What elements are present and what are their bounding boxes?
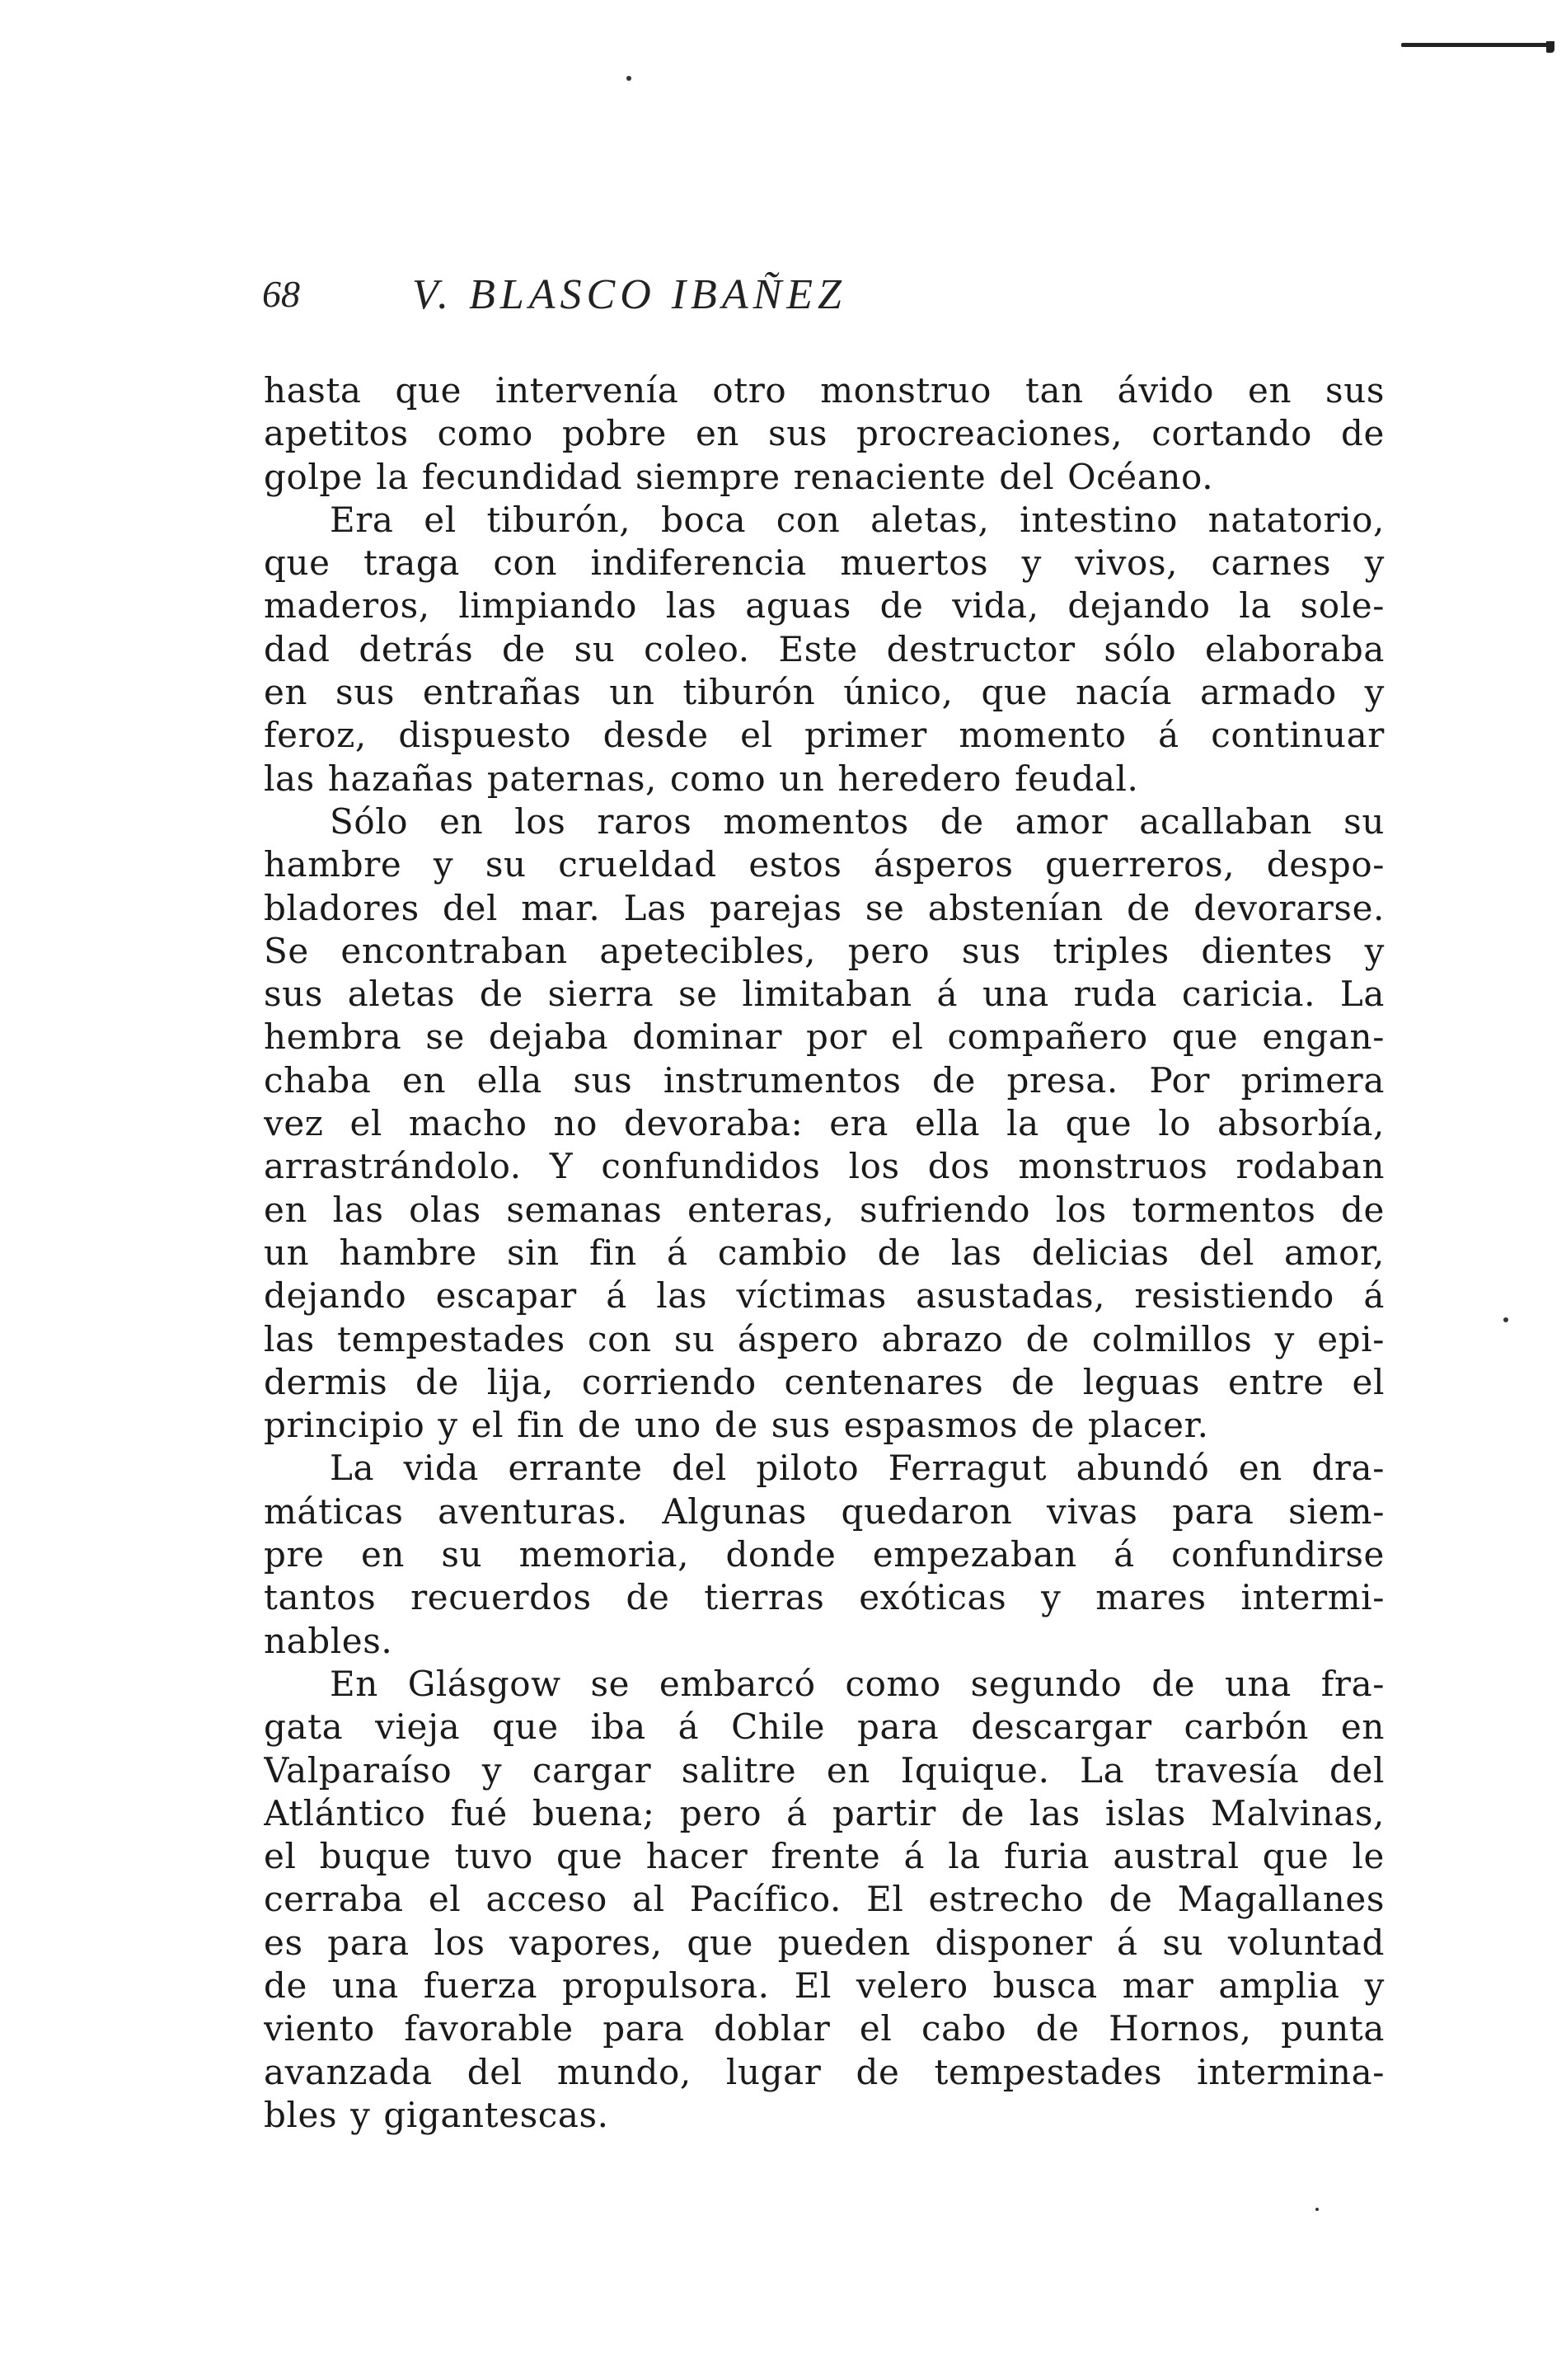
text-line: en sus entrañas un tiburón único, que nacía armado y (264, 672, 1385, 713)
text-line: es para los vapores, que pueden disponer á su voluntad (264, 1922, 1385, 1963)
text-line: golpe la fecundidad siempre renaciente del Océano. (264, 456, 1214, 497)
text-line: dad detrás de su coleo. Este destructor sólo elaboraba (264, 628, 1385, 669)
text-line: gata vieja que iba á Chile para descargar carbón en (264, 1706, 1385, 1748)
running-head: V. BLASCO IBAÑEZ (412, 271, 846, 318)
text-line: pre en su memoria, donde empezaban á confundirse (264, 1534, 1385, 1575)
text-line: maderos, limpiando las aguas de vida, dejando la sole- (264, 585, 1385, 627)
text-line: Se encontraban apetecibles, pero sus triples dientes y (264, 930, 1385, 971)
paragraph (264, 1447, 1385, 1662)
page-edge-mark (1401, 43, 1550, 47)
text-line: Valparaíso y cargar salitre en Iquique. La travesía del (264, 1749, 1385, 1791)
text-line: feroz, dispuesto desde el primer momento á continuar (264, 715, 1385, 756)
text-line: viento favorable para doblar el cabo de Hornos, punta (264, 2008, 1385, 2049)
text-line: En Glásgow se embarcó como segundo de una fra- (330, 1663, 1385, 1704)
text-line: principio y el fin de uno de sus espasmos de placer. (264, 1405, 1209, 1446)
text-line: el buque tuvo que hacer frente á la furia austral que le (264, 1836, 1385, 1877)
text-line: Atlántico fué buena; pero á partir de las islas Malvinas, (264, 1792, 1385, 1833)
text-line: hembra se dejaba dominar por el compañero que engan- (264, 1016, 1385, 1058)
body-text (264, 369, 1385, 2137)
text-line: dermis de lija, corriendo centenares de leguas entre el (264, 1361, 1385, 1402)
text-line: bles y gigantescas. (264, 2094, 609, 2135)
text-line: La vida errante del piloto Ferragut abundó en dra- (330, 1448, 1385, 1489)
page-number: 68 (262, 273, 300, 315)
text-line: dejando escapar á las víctimas asustadas, resistiendo á (264, 1275, 1385, 1317)
text-line: hasta que intervenía otro monstruo tan ávido en sus (264, 370, 1385, 411)
text-line: avanzada del mundo, lugar de tempestades intermina- (264, 2051, 1385, 2092)
text-line: hambre y su crueldad estos ásperos guerreros, despo- (264, 844, 1385, 885)
text-line: bladores del mar. Las parejas se abstenían de devorarse. (264, 887, 1385, 928)
text-line: las hazañas paternas, como un heredero feudal. (264, 758, 1139, 799)
paragraph (264, 1663, 1385, 2137)
text-line: Era el tiburón, boca con aletas, intestino natatorio, (330, 499, 1385, 540)
text-line: chaba en ella sus instrumentos de presa. Por primera (264, 1059, 1385, 1101)
text-line: un hambre sin fin á cambio de las delicias del amor, (264, 1232, 1385, 1273)
text-line: vez el macho no devoraba: era ella la que lo absorbía, (264, 1103, 1385, 1144)
ink-speck (1315, 2208, 1319, 2211)
text-line: nables. (264, 1620, 393, 1661)
text-line: apetitos como pobre en sus procreaciones, cortando de (264, 413, 1385, 454)
text-line: de una fuerza propulsora. El velero busca mar amplia y (264, 1965, 1385, 2006)
ink-speck (1503, 1317, 1508, 1322)
paragraph (264, 369, 1385, 499)
text-line: sus aletas de sierra se limitaban á una ruda caricia. La (264, 974, 1385, 1015)
text-line: cerraba el acceso al Pacífico. El estrecho de Magallanes (264, 1879, 1385, 1920)
text-line: arrastrándolo. Y confundidos los dos monstruos rodaban (264, 1146, 1385, 1187)
text-line: Sólo en los raros momentos de amor acallaban su (330, 800, 1385, 842)
text-line: las tempestades con su áspero abrazo de colmillos y epi- (264, 1318, 1385, 1359)
paragraph (264, 499, 1385, 800)
text-line: máticas aventuras. Algunas quedaron vivas para siem- (264, 1490, 1385, 1532)
paragraph (264, 800, 1385, 1447)
text-line: que traga con indiferencia muertos y vivos, carnes y (264, 542, 1385, 584)
text-line: en las olas semanas enteras, sufriendo los tormentos de (264, 1189, 1385, 1230)
ink-speck (626, 76, 631, 81)
text-line: tantos recuerdos de tierras exóticas y mares intermi- (264, 1577, 1385, 1618)
